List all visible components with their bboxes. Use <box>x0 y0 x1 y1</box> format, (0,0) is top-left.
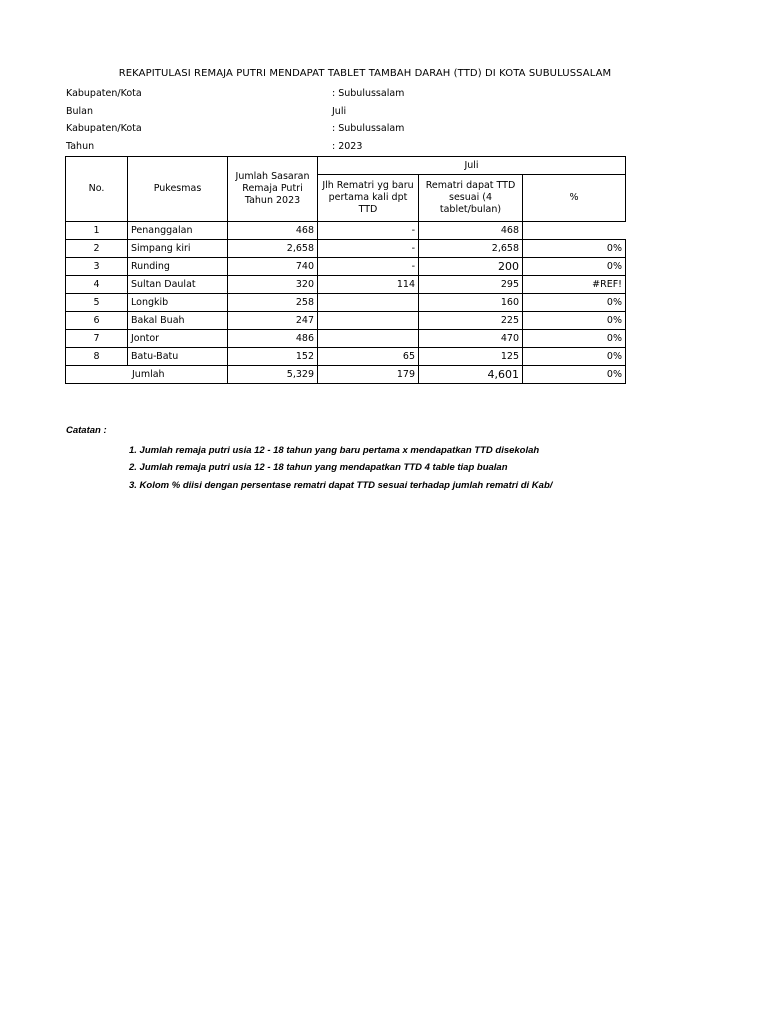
row-percent: 0% <box>523 312 626 330</box>
meta-value: : Subulussalam <box>332 88 405 99</box>
row-sesuai: 2,658 <box>419 240 523 258</box>
meta-label: Bulan <box>66 106 94 117</box>
total-label: Jumlah <box>66 366 228 384</box>
total-sesuai: 4,601 <box>419 366 523 384</box>
table-row <box>66 330 626 348</box>
row-sesuai: 225 <box>419 312 523 330</box>
document-title: REKAPITULASI REMAJA PUTRI MENDAPAT TABLET TAMBAH DARAH (TTD) DI KOTA SUBULUSSALAM <box>118 68 612 79</box>
row-pukesmas: Simpang kiri <box>128 240 228 258</box>
row-sasaran: 320 <box>228 276 318 294</box>
note-item: 3. Kolom % diisi dengan persentase rematri dapat TTD sesuai terhadap jumlah rematri di Kab/ <box>129 480 553 491</box>
row-baru: - <box>318 222 419 240</box>
row-sesuai: 160 <box>419 294 523 312</box>
row-baru <box>318 312 419 330</box>
row-sesuai: 468 <box>419 222 523 240</box>
table-row <box>66 348 626 366</box>
row-percent: 0% <box>523 294 626 312</box>
row-pukesmas: Longkib <box>128 294 228 312</box>
table-row <box>66 240 626 258</box>
table-row <box>66 222 626 240</box>
row-percent: 0% <box>523 348 626 366</box>
row-baru <box>318 330 419 348</box>
row-no: 8 <box>66 348 128 366</box>
row-percent: #REF! <box>523 276 626 294</box>
meta-label: Tahun <box>66 141 95 152</box>
row-pukesmas: Jontor <box>128 330 228 348</box>
row-sasaran: 740 <box>228 258 318 276</box>
row-no: 4 <box>66 276 128 294</box>
table-row <box>66 312 626 330</box>
header-sasaran: Jumlah Sasaran Remaja Putri Tahun 2023 <box>228 157 318 222</box>
recap-table <box>65 156 626 384</box>
meta-value: : Subulussalam <box>332 123 405 134</box>
row-baru: 65 <box>318 348 419 366</box>
row-sasaran: 486 <box>228 330 318 348</box>
row-sesuai: 125 <box>419 348 523 366</box>
row-percent <box>523 222 626 240</box>
row-baru: - <box>318 258 419 276</box>
meta-label: Kabupaten/Kota <box>66 123 142 134</box>
row-no: 7 <box>66 330 128 348</box>
note-item: 1. Jumlah remaja putri usia 12 - 18 tahun yang baru pertama x mendapatkan TTD disekolah <box>129 445 540 456</box>
total-row <box>66 366 626 384</box>
header-sesuai: Rematri dapat TTD sesuai (4 tablet/bulan) <box>419 175 523 222</box>
row-sesuai: 295 <box>419 276 523 294</box>
row-percent: 0% <box>523 240 626 258</box>
row-percent: 0% <box>523 330 626 348</box>
notes-title: Catatan : <box>66 425 107 436</box>
row-no: 6 <box>66 312 128 330</box>
notes-clip <box>66 425 662 505</box>
row-sasaran: 258 <box>228 294 318 312</box>
meta-value: Juli <box>332 106 347 117</box>
row-no: 1 <box>66 222 128 240</box>
total-baru: 179 <box>318 366 419 384</box>
row-pukesmas: Bakal Buah <box>128 312 228 330</box>
row-no: 3 <box>66 258 128 276</box>
table-row <box>66 276 626 294</box>
row-sesuai: 470 <box>419 330 523 348</box>
table-row <box>66 294 626 312</box>
row-no: 2 <box>66 240 128 258</box>
header-baru: Jlh Rematri yg baru pertama kali dpt TTD <box>318 175 419 222</box>
meta-value: : 2023 <box>332 141 363 152</box>
row-baru <box>318 294 419 312</box>
meta-label: Kabupaten/Kota <box>66 88 142 99</box>
row-pukesmas: Runding <box>128 258 228 276</box>
row-percent: 0% <box>523 258 626 276</box>
row-sasaran: 2,658 <box>228 240 318 258</box>
note-item: 2. Jumlah remaja putri usia 12 - 18 tahun yang mendapatkan TTD 4 table tiap bualan <box>129 462 508 473</box>
row-pukesmas: Penanggalan <box>128 222 228 240</box>
header-pukesmas: Pukesmas <box>128 157 228 222</box>
row-pukesmas: Batu-Batu <box>128 348 228 366</box>
row-pukesmas: Sultan Daulat <box>128 276 228 294</box>
header-no: No. <box>66 157 128 222</box>
row-baru: - <box>318 240 419 258</box>
header-percent: % <box>523 175 626 222</box>
header-month: Juli <box>318 157 626 175</box>
total-sasaran: 5,329 <box>228 366 318 384</box>
table-row <box>66 258 626 276</box>
row-sasaran: 247 <box>228 312 318 330</box>
row-baru: 114 <box>318 276 419 294</box>
row-sasaran: 468 <box>228 222 318 240</box>
total-percent: 0% <box>523 366 626 384</box>
row-no: 5 <box>66 294 128 312</box>
row-sesuai: 200 <box>419 258 523 276</box>
row-sasaran: 152 <box>228 348 318 366</box>
